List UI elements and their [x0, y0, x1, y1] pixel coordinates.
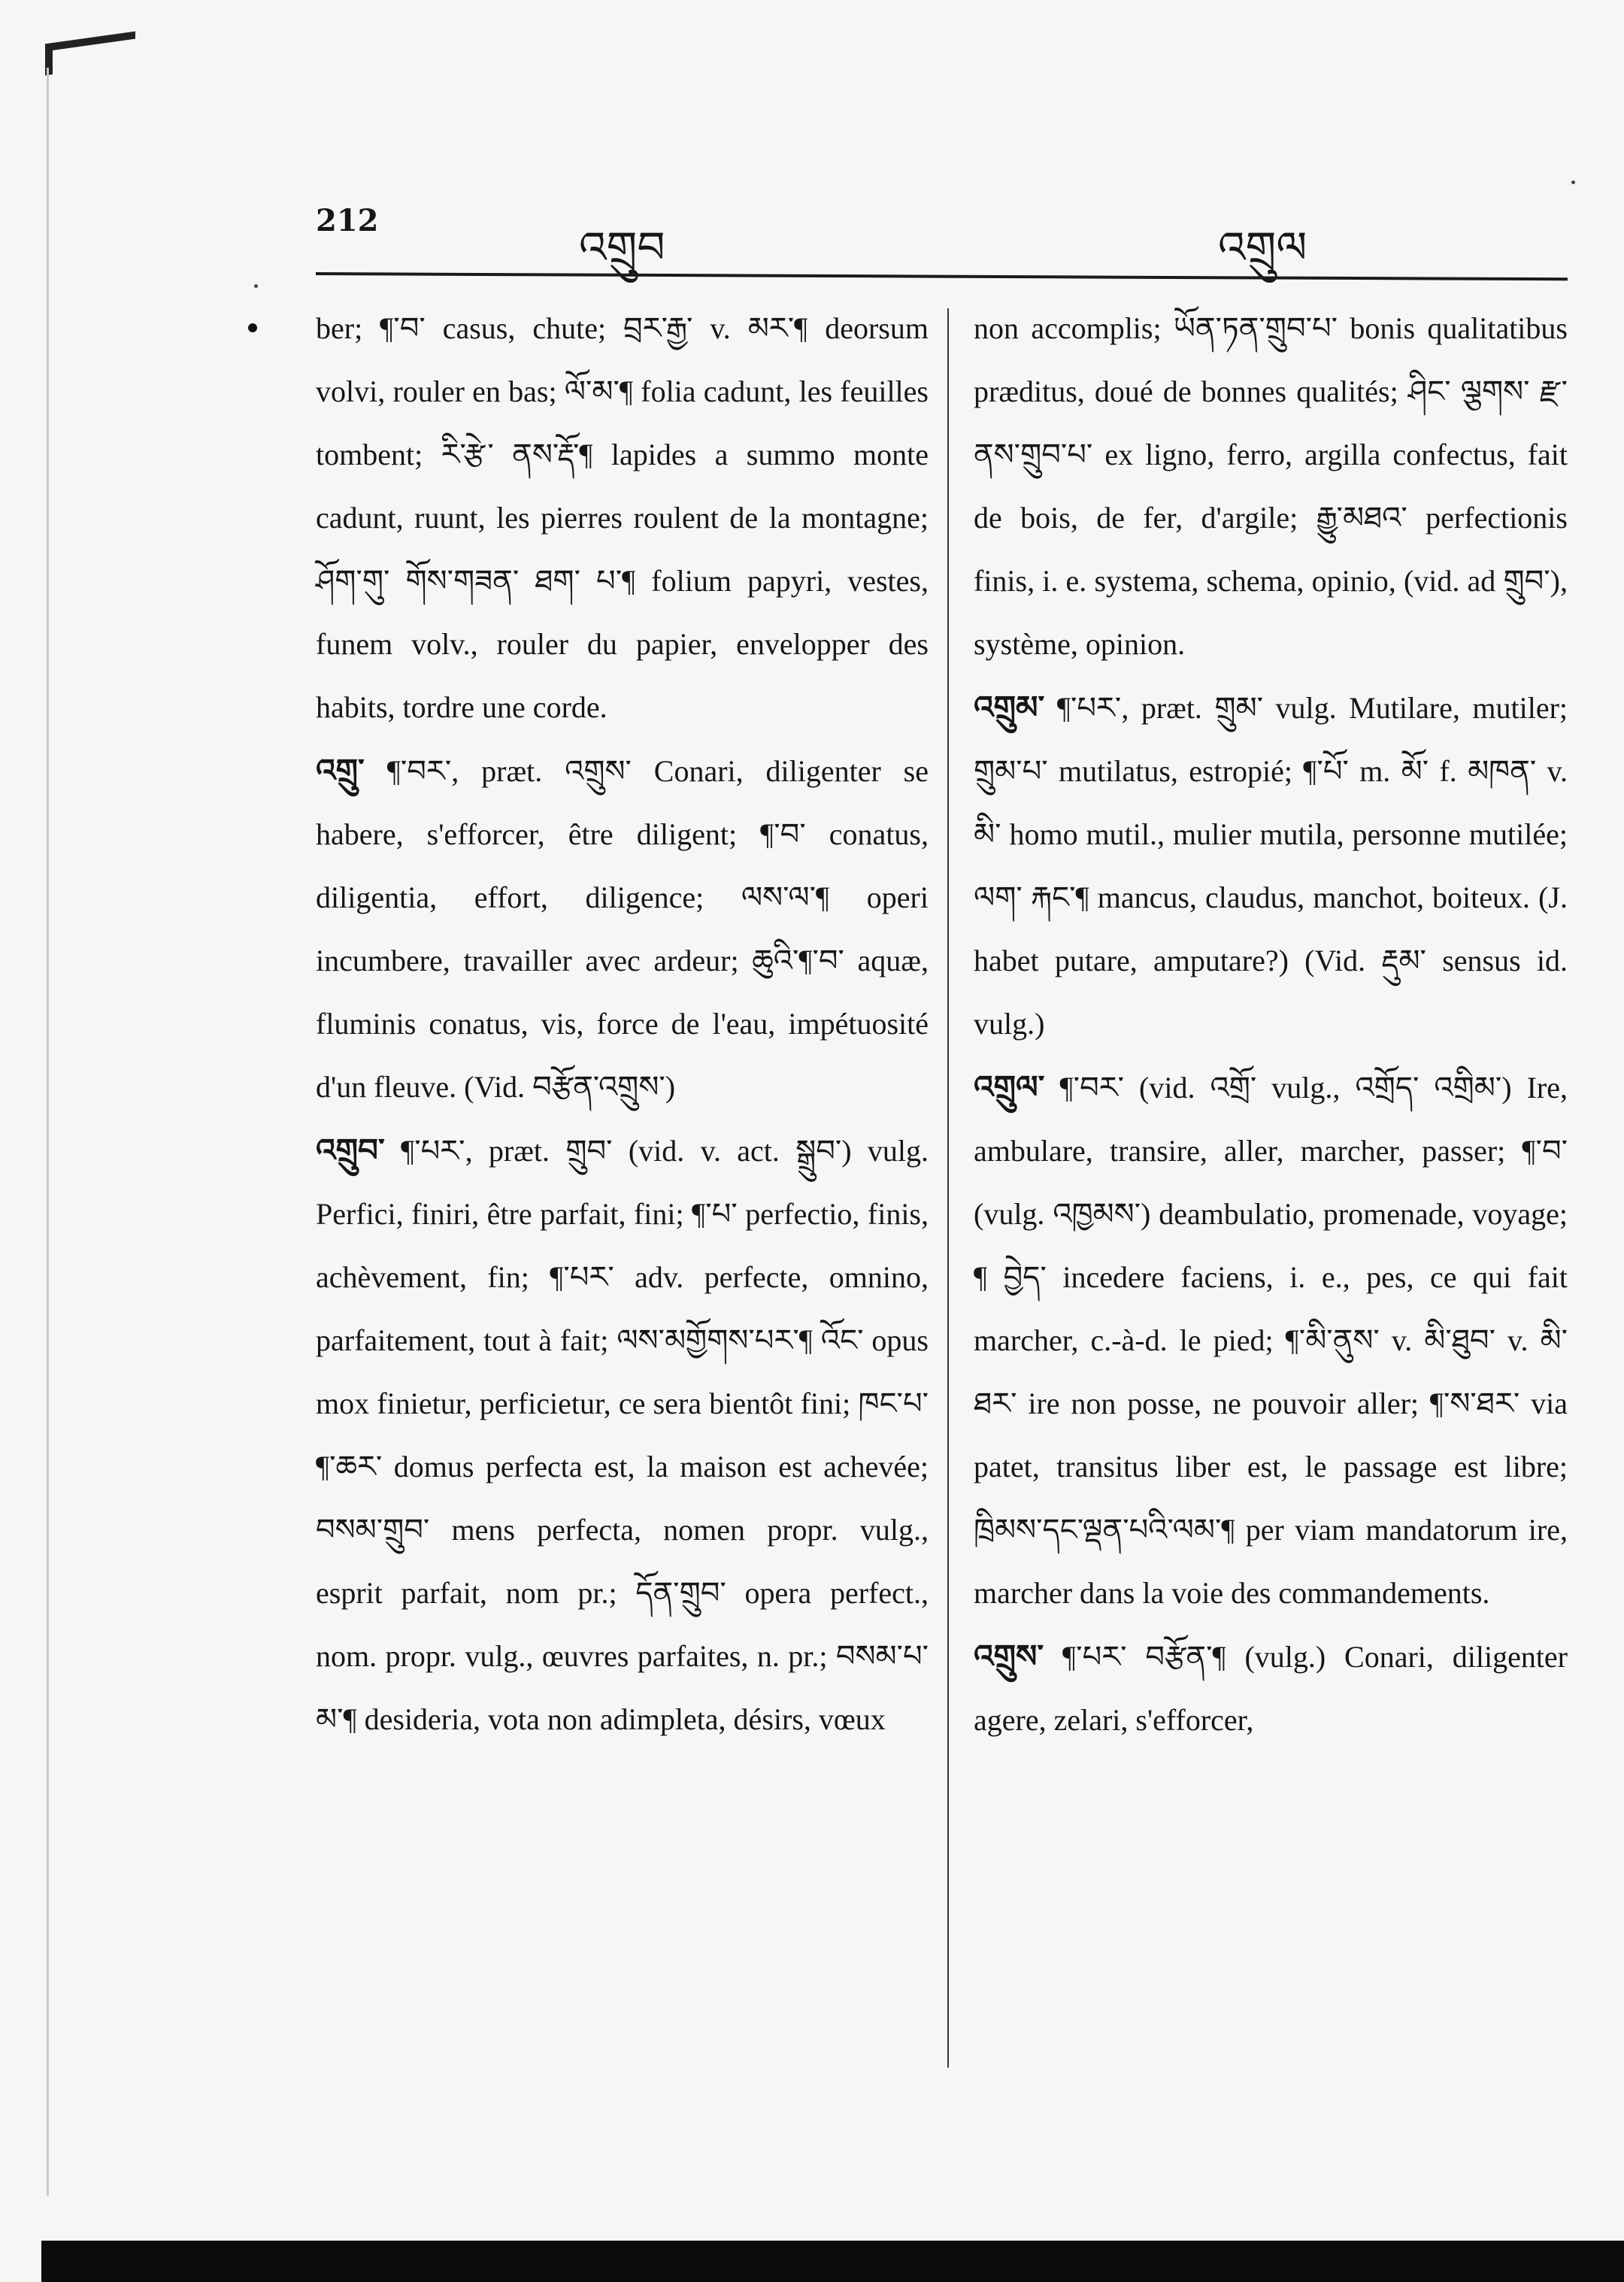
margin-speck	[254, 284, 258, 288]
margin-speck	[1571, 180, 1575, 184]
running-header-left: འགྲུབ	[579, 222, 665, 273]
entry-headword: འགྲུམ་	[974, 689, 1045, 726]
dictionary-entry	[974, 676, 1568, 1056]
entry-text: ¶་པར་, præt. གྲུབ་ (vid. v. act. སྒྲུབ་) vulg. Perfici, finiri, être parfait, fini; ¶་པ་ perfectio, finis, achèvement, fin; ¶་པར་ adv. perfecte, omnino, parfaitement, tout à fait; ལས་མགྱོགས་པར་¶ འོང་ opus mox finietur, perficietur, ce sera bientôt fini; ཁང་པ་¶་ཆར་ domus perfecta est, la maison est achevée; བསམ་གྲུབ་ mens perfecta, nomen propr. vulg., esprit parfait, nom pr.; དོན་གྲུབ་ opera perfect., nom. propr. vulg., œuvres parfaites, n. pr.; བསམ་པ་མ་¶ desideria, vota non adimpleta, désirs, vœux	[316, 1134, 929, 1736]
entry-text: ¶་བར་, præt. འགྲུས་ Conari, diligenter se habere, s'efforcer, être diligent; ¶་བ་ conatus, diligentia, effort, diligence; ལས་ལ་¶ operi incumbere, travailler avec ardeur; ཆུའི་¶་བ་ aquæ, fluminis conatus, vis, force de l'eau, impétuosité d'un fleuve. (Vid. བརྩོན་འགྲུས་)	[316, 754, 929, 1104]
dictionary-entry	[974, 1056, 1568, 1625]
entry-headword: འགྲུས་	[974, 1638, 1044, 1674]
dictionary-entry	[316, 1119, 929, 1751]
right-column	[974, 297, 1568, 1752]
dictionary-entry	[316, 297, 929, 739]
page-edge-shadow	[47, 68, 49, 2196]
running-header-right: འགྲུལ	[1218, 222, 1307, 273]
page-corner-mark	[45, 32, 135, 76]
scan-bottom-border	[41, 2241, 1624, 2282]
entry-text: ¶་པར་, præt. གྲུམ་ vulg. Mutilare, mutiler; གྲུམ་པ་ mutilatus, estropié; ¶་པོ་ m. མོ་ f. མཁན་ v. མི་ homo mutil., mulier mutila, personne mutilée; ལག་ རྐང་¶ mancus, claudus, manchot, boiteux. (J. habet putare, amputare?) (Vid. རྡུམ་ sensus id. vulg.)	[974, 691, 1568, 1041]
entry-headword: འགྲུ་	[316, 752, 365, 789]
margin-dot	[248, 323, 257, 332]
entry-text: ber; ¶་བ་ casus, chute; བྲར་རྒྱ་ v. མར་¶ deorsum volvi, rouler en bas; ལོ་མ་¶ folia cadunt, les feuilles tombent; རི་རྩེ་ ནས་རྡོ་¶ lapides a summo monte cadunt, ruunt, les pierres roulent de la montagne; ཤོག་གུ་ གོས་གཟན་ ཐག་ པ་¶ folium papyri, vestes, funem volv., rouler du papier, envelopper des habits, tordre une corde.	[316, 311, 929, 724]
dictionary-entry	[974, 297, 1568, 676]
entry-text: non accomplis; ཡོན་ཏན་གྲུབ་པ་ bonis qualitatibus præditus, doué de bonnes qualités; ཤིང་ ལྕགས་ རྫ་ནས་གྲུབ་པ་ ex ligno, ferro, argilla confectus, fait de bois, de fer, d'argile; རྒྱུ་མཐའ་ perfectionis finis, i. e. systema, schema, opinio, (vid. ad གྲུབ་), système, opinion.	[974, 311, 1568, 661]
entry-headword: འགྲུབ་	[316, 1132, 385, 1168]
column-divider	[947, 308, 949, 2068]
page-number: 212	[316, 203, 379, 238]
entry-text: ¶་པར་ བརྩོན་¶ (vulg.) Conari, diligenter agere, zelari, s'efforcer,	[974, 1640, 1568, 1737]
entry-headword: འགྲུལ་	[974, 1068, 1045, 1105]
entry-text: ¶་བར་ (vid. འགྲོ་ vulg., འགྲོད་ འགྲིམ་) Ire, ambulare, transire, aller, marcher, passer; ¶་བ་ (vulg. འཁྱམས་) deambulatio, promenade, voyage; ¶ བྱེད་ incedere faciens, i. e., pes, ce qui fait marcher, c.-à-d. le pied; ¶་མི་ནུས་ v. མི་ཐུབ་ v. མི་ཐར་ ire non posse, ne pouvoir aller; ¶་ས་ཐར་ via patet, transitus liber est, le passage est libre; ཁྲིམས་དང་ལྡན་པའི་ལམ་¶ per viam mandatorum ire, marcher dans la voie des commandements.	[974, 1071, 1568, 1610]
left-column	[316, 297, 929, 1751]
header-rule	[316, 272, 1568, 280]
dictionary-entry	[316, 739, 929, 1119]
dictionary-entry	[974, 1625, 1568, 1752]
